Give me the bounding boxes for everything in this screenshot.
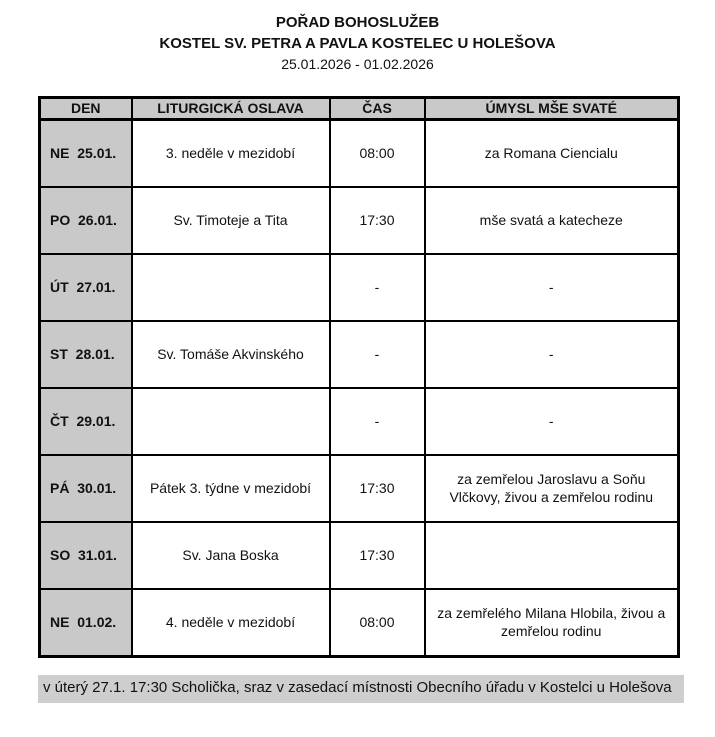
time-cell: 08:00	[330, 589, 425, 657]
table-row	[40, 119, 679, 187]
note-text: v úterý 27.1. 17:30 Scholička, sraz v zasedací místnosti Obecního úřadu v Kostelci u Holešova	[43, 678, 672, 696]
schedule-table	[38, 96, 680, 658]
day-cell: SO 31.01.	[40, 522, 132, 589]
celebration-cell: Sv. Timoteje a Tita	[132, 187, 330, 254]
celebration-cell: 4. neděle v mezidobí	[132, 589, 330, 657]
day-cell: ST 28.01.	[40, 321, 132, 388]
intention-cell: mše svatá a katecheze	[425, 187, 679, 254]
intention-cell: -	[425, 321, 679, 388]
note-box	[38, 675, 684, 703]
day-cell: NE 01.02.	[40, 589, 132, 657]
time-cell: 17:30	[330, 187, 425, 254]
time-cell: 17:30	[330, 522, 425, 589]
time-cell: 08:00	[330, 119, 425, 187]
column-header-umysl: ÚMYSL MŠE SVATÉ	[425, 97, 679, 119]
table-row	[40, 589, 679, 657]
celebration-cell: 3. neděle v mezidobí	[132, 119, 330, 187]
table-row	[40, 254, 679, 321]
day-cell: PO 26.01.	[40, 187, 132, 254]
table-row	[40, 388, 679, 455]
time-cell: 17:30	[330, 455, 425, 522]
celebration-cell: Sv. Tomáše Akvinského	[132, 321, 330, 388]
intention-cell: za Romana Ciencialu	[425, 119, 679, 187]
time-cell: -	[330, 254, 425, 321]
intention-cell: -	[425, 388, 679, 455]
column-header-liturgicka-oslava: LITURGICKÁ OSLAVA	[132, 97, 330, 119]
time-cell: -	[330, 321, 425, 388]
column-header-den: DEN	[40, 97, 132, 119]
celebration-cell	[132, 388, 330, 455]
column-header-cas: ČAS	[330, 97, 425, 119]
table-header-row	[40, 97, 679, 119]
table-row	[40, 187, 679, 254]
page-title: POŘAD BOHOSLUŽEB	[275, 14, 440, 31]
page-subtitle: KOSTEL SV. PETRA A PAVLA KOSTELEC U HOLEŠOVA	[159, 34, 556, 52]
table-row	[40, 321, 679, 388]
celebration-cell: Sv. Jana Boska	[132, 522, 330, 589]
celebration-cell	[132, 254, 330, 321]
table-row	[40, 455, 679, 522]
document-header	[0, 0, 715, 75]
day-cell: PÁ 30.01.	[40, 455, 132, 522]
intention-cell	[425, 522, 679, 589]
day-cell: ČT 29.01.	[40, 388, 132, 455]
table-row	[40, 522, 679, 589]
intention-cell: za zemřelého Milana Hlobila, živou a zemřelou rodinu	[425, 589, 679, 657]
day-cell: NE 25.01.	[40, 119, 132, 187]
date-range: 25.01.2026 - 01.02.2026	[281, 56, 434, 73]
time-cell: -	[330, 388, 425, 455]
intention-cell: za zemřelou Jaroslavu a Soňu Vlčkovy, živou a zemřelou rodinu	[425, 455, 679, 522]
celebration-cell: Pátek 3. týdne v mezidobí	[132, 455, 330, 522]
intention-cell: -	[425, 254, 679, 321]
day-cell: ÚT 27.01.	[40, 254, 132, 321]
